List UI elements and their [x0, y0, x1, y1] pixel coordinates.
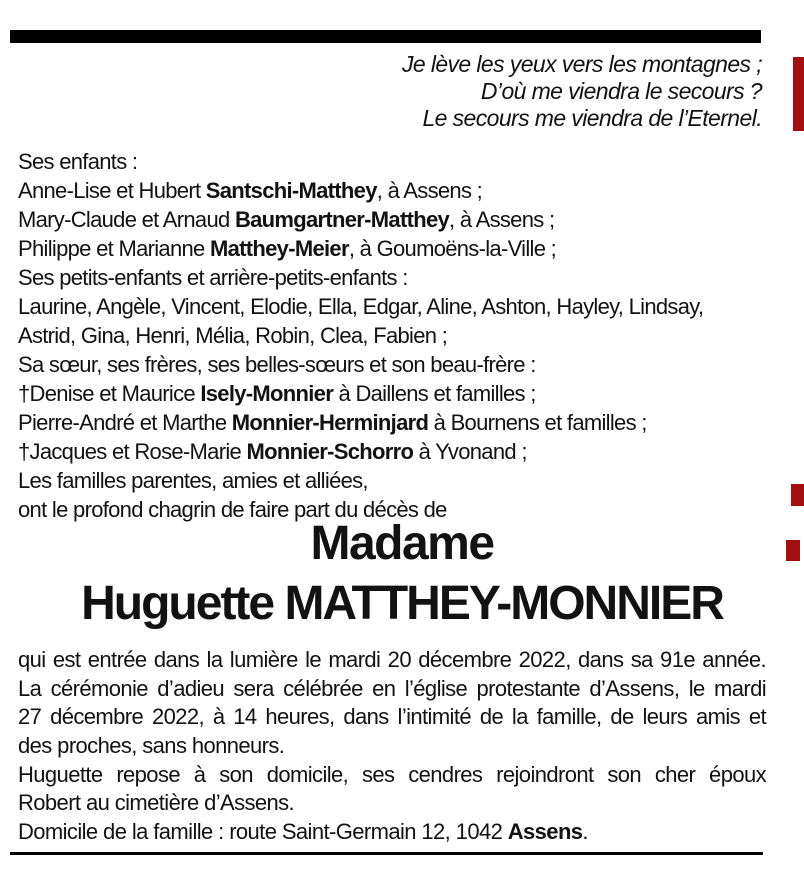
bold-surname: Baumgartner-Matthey [234, 207, 450, 232]
text-segment: Philippe et Marianne [18, 236, 210, 261]
details-line: 27 décembre 2022, à 14 heures, dans l’intimité de la famille, de leurs amis et [18, 704, 766, 730]
family-line [18, 205, 766, 234]
text-segment: , à Goumoëns-la-Ville ; [348, 236, 557, 261]
top-divider-bar [10, 30, 761, 43]
family-line [18, 234, 766, 263]
details-line: qui est entrée dans la lumière le mardi 20 décembre 2022, dans sa 91e année. [18, 647, 766, 672]
text-segment: Pierre-André et Marthe [18, 410, 232, 435]
text-segment: Astrid, Gina, Henri, Mélia, Robin, Clea, Fabien ; [18, 323, 448, 348]
family-line [18, 292, 766, 321]
text-segment: †Jacques et Rose-Marie [18, 439, 247, 464]
red-edge-mark [793, 57, 804, 131]
bold-surname: Matthey-Meier [209, 236, 349, 261]
details-line: Robert au cimetière d’Assens. [18, 790, 295, 816]
deceased-title: Madame [310, 517, 494, 570]
text-segment: à Bournens et familles ; [428, 410, 647, 435]
details-line: La cérémonie d’adieu sera célébrée en l’église protestante d’Assens, le mardi [18, 675, 766, 701]
text-segment: Ses petits-enfants et arrière-petits-enfants : [18, 265, 408, 290]
domicile-line [18, 818, 766, 847]
text-segment: , à Assens ; [376, 178, 483, 203]
quote-line: Je lève les yeux vers les montagnes ; [401, 51, 762, 77]
text-segment: Anne-Lise et Hubert [18, 178, 206, 203]
family-line [18, 263, 766, 292]
family-line [18, 147, 766, 176]
quote-line: Le secours me viendra de l’Eternel. [422, 105, 762, 131]
family-line [18, 437, 766, 466]
text-segment: à Yvonand ; [413, 439, 527, 464]
text-segment: Les familles parentes, amies et alliées, [18, 468, 368, 493]
family-list [18, 147, 766, 524]
details-line: Huguette repose à son domicile, ses cendres rejoindront son cher époux [18, 761, 766, 787]
bold-surname: Monnier-Herminjard [231, 410, 429, 435]
text-segment: Laurine, Angèle, Vincent, Elodie, Ella, Edgar, Aline, Ashton, Hayley, Lindsay, [18, 294, 704, 319]
text-segment: Ses enfants : [18, 149, 138, 174]
family-line [18, 350, 766, 379]
red-edge-mark [786, 540, 800, 561]
text-segment: ont le profond chagrin de faire part du décès de [18, 497, 447, 522]
red-edge-mark [791, 484, 804, 506]
family-line [18, 466, 766, 495]
bold-surname: Isely-Monnier [200, 381, 334, 406]
quote-line: D’où me viendra le secours ? [480, 78, 762, 104]
details-line: des proches, sans honneurs. [18, 733, 285, 759]
text-segment: †Denise et Maurice [18, 381, 201, 406]
family-line [18, 379, 766, 408]
family-line [18, 321, 766, 350]
text-segment: à Daillens et familles ; [333, 381, 536, 406]
ceremony-details [18, 646, 766, 847]
scripture-quote [402, 51, 762, 132]
text-segment: Mary-Claude et Arnaud [18, 207, 235, 232]
deceased-name-block [0, 515, 804, 635]
bold-surname: Santschi-Matthey [205, 178, 377, 203]
deceased-name: Huguette MATTHEY-MONNIER [81, 577, 723, 630]
bold-place: Assens [507, 819, 583, 845]
family-line [18, 176, 766, 205]
text-segment: Domicile de la famille : route Saint-Germain 12, 1042 [18, 819, 508, 845]
text-segment: , à Assens ; [449, 207, 555, 232]
family-line [18, 408, 766, 437]
bottom-divider-rule [10, 852, 763, 855]
text-segment: . [582, 819, 588, 845]
text-segment: Sa sœur, ses frères, ses belles-sœurs et son beau-frère : [18, 352, 536, 377]
bold-surname: Monnier-Schorro [246, 439, 414, 464]
